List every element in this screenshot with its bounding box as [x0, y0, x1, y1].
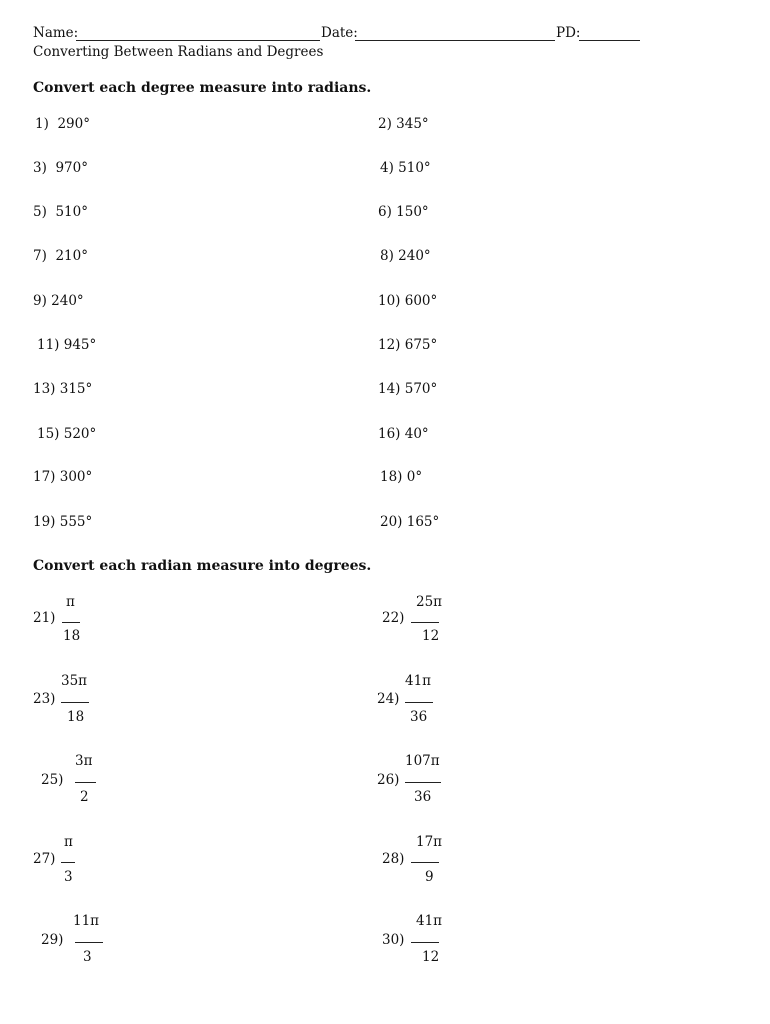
- fraction-bar: [411, 862, 439, 863]
- problem-value: 600°: [404, 293, 438, 309]
- problem-number: 9): [33, 293, 47, 309]
- problem-item: [380, 248, 431, 264]
- fraction-bar: [61, 702, 89, 703]
- problem-number: 29): [41, 932, 64, 948]
- problem-item: [378, 116, 429, 132]
- problem-number: 2): [378, 116, 392, 132]
- problem-number: 8): [380, 248, 394, 264]
- problem-number: 13): [33, 381, 56, 397]
- problem-value: 40°: [404, 426, 429, 442]
- fraction-denominator: 18: [67, 709, 85, 725]
- problem-value: 970°: [55, 160, 88, 176]
- date-blank[interactable]: [355, 40, 555, 41]
- problem-item: [378, 337, 437, 353]
- section-heading-radians-to-degrees: Convert each radian measure into degrees.: [33, 558, 372, 574]
- problem-number: 27): [33, 851, 56, 867]
- problem-number: 7): [33, 248, 47, 264]
- fraction-denominator: 36: [414, 789, 432, 805]
- problem-number: 23): [33, 691, 56, 707]
- fraction-numerator: 41π: [405, 673, 432, 689]
- fraction-numerator: π: [64, 834, 73, 850]
- problem-number: 14): [378, 381, 401, 397]
- problem-item: [33, 160, 88, 176]
- section-heading-degrees-to-radians: Convert each degree measure into radians.: [33, 80, 372, 96]
- problem-number: 16): [378, 426, 401, 442]
- problem-value: 675°: [404, 337, 438, 353]
- problem-number: 12): [378, 337, 401, 353]
- problem-item: [37, 426, 96, 442]
- problem-item: [378, 204, 429, 220]
- fraction-denominator: 3: [64, 869, 73, 885]
- problem-value: 150°: [396, 204, 429, 220]
- problem-number: 4): [380, 160, 394, 176]
- problem-value: 570°: [404, 381, 438, 397]
- problem-number: 11): [37, 337, 60, 353]
- problem-value: 240°: [51, 293, 84, 309]
- name-blank[interactable]: [76, 40, 320, 41]
- problem-item: [33, 293, 84, 309]
- problem-item: [33, 514, 92, 530]
- problem-number: 18): [380, 469, 403, 485]
- problem-value: 210°: [55, 248, 88, 264]
- problem-value: 520°: [63, 426, 97, 442]
- problem-value: 290°: [57, 116, 90, 132]
- pd-label: PD:: [556, 25, 581, 41]
- problem-number: 1): [35, 116, 49, 132]
- problem-item: [33, 204, 88, 220]
- fraction-numerator: 107π: [405, 753, 440, 769]
- problem-item: [37, 337, 96, 353]
- problem-item: [35, 116, 90, 132]
- problem-number: 24): [377, 691, 400, 707]
- problem-number: 15): [37, 426, 60, 442]
- problem-number: 5): [33, 204, 47, 220]
- problem-item: [33, 381, 92, 397]
- problem-value: 300°: [59, 469, 93, 485]
- fraction-numerator: 11π: [73, 913, 100, 929]
- pd-blank[interactable]: [579, 40, 640, 41]
- fraction-numerator: 3π: [75, 753, 93, 769]
- problem-item: [380, 469, 422, 485]
- problem-value: 0°: [406, 469, 423, 485]
- fraction-bar: [62, 622, 80, 623]
- fraction-bar: [75, 942, 103, 943]
- problem-item: [33, 248, 88, 264]
- problem-number: 25): [41, 772, 64, 788]
- problem-number: 26): [377, 772, 400, 788]
- problem-item: [378, 293, 437, 309]
- problem-value: 315°: [59, 381, 93, 397]
- problem-value: 165°: [406, 514, 440, 530]
- problem-value: 945°: [63, 337, 97, 353]
- fraction-bar: [61, 862, 75, 863]
- problem-number: 30): [382, 932, 405, 948]
- problem-item: [378, 426, 429, 442]
- problem-number: 3): [33, 160, 47, 176]
- problem-item: [380, 160, 431, 176]
- fraction-numerator: 41π: [416, 913, 443, 929]
- fraction-denominator: 12: [422, 628, 440, 644]
- fraction-denominator: 12: [422, 949, 440, 965]
- problem-value: 345°: [396, 116, 429, 132]
- date-label: Date:: [321, 25, 358, 41]
- name-label: Name:: [33, 25, 79, 41]
- problem-value: 240°: [398, 248, 431, 264]
- problem-item: [378, 381, 437, 397]
- worksheet-subtitle: Converting Between Radians and Degrees: [33, 44, 324, 60]
- problem-number: 22): [382, 610, 405, 626]
- problem-number: 28): [382, 851, 405, 867]
- fraction-numerator: 35π: [61, 673, 88, 689]
- fraction-bar: [75, 782, 96, 783]
- fraction-denominator: 9: [425, 869, 434, 885]
- problem-number: 19): [33, 514, 56, 530]
- fraction-denominator: 3: [83, 949, 92, 965]
- fraction-numerator: π: [66, 594, 75, 610]
- fraction-bar: [411, 622, 439, 623]
- problem-number: 6): [378, 204, 392, 220]
- problem-value: 555°: [59, 514, 93, 530]
- problem-number: 20): [380, 514, 403, 530]
- problem-number: 10): [378, 293, 401, 309]
- problem-item: [380, 514, 439, 530]
- fraction-bar: [411, 942, 439, 943]
- fraction-denominator: 18: [63, 628, 81, 644]
- fraction-bar: [405, 702, 433, 703]
- fraction-bar: [405, 782, 441, 783]
- problem-value: 510°: [398, 160, 431, 176]
- problem-value: 510°: [55, 204, 88, 220]
- problem-number: 17): [33, 469, 56, 485]
- fraction-denominator: 2: [80, 789, 89, 805]
- fraction-denominator: 36: [410, 709, 428, 725]
- fraction-numerator: 17π: [416, 834, 443, 850]
- fraction-numerator: 25π: [416, 594, 443, 610]
- problem-number: 21): [33, 610, 56, 626]
- problem-item: [33, 469, 92, 485]
